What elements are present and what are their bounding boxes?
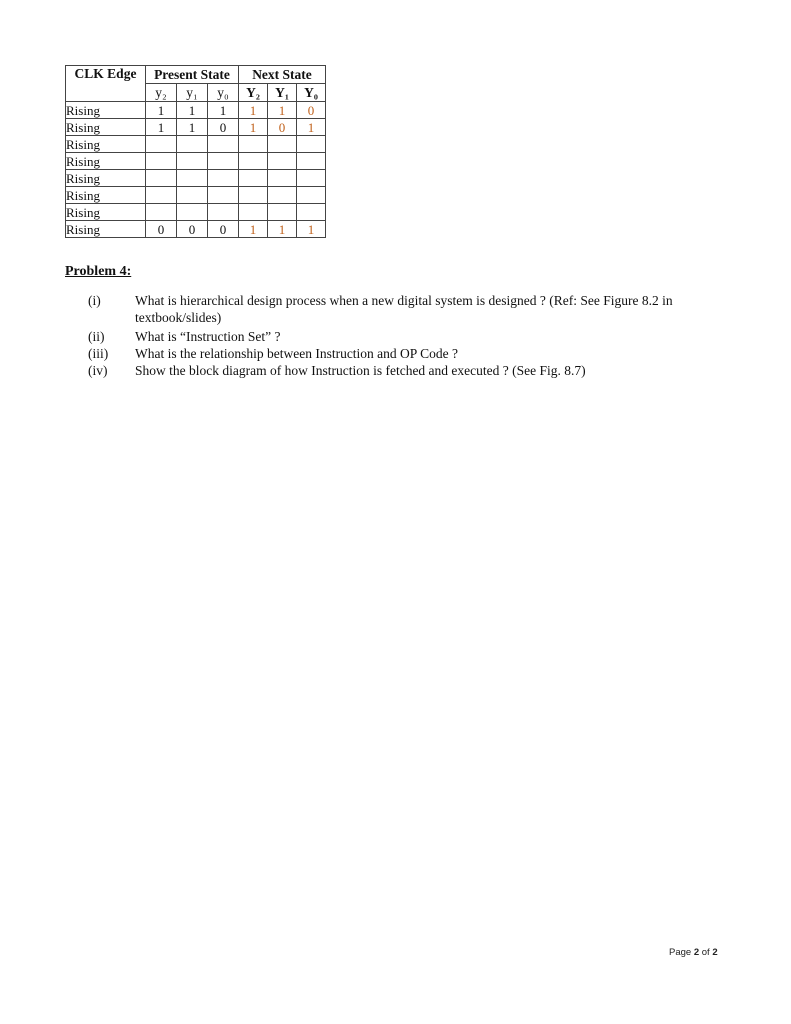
subheader-Y2: Y₂ [239, 84, 268, 102]
page-number: 2 [693, 947, 700, 958]
next-cell [268, 170, 297, 187]
present-cell [208, 153, 239, 170]
table-row [66, 187, 326, 204]
next-cell [268, 153, 297, 170]
of-label: of [701, 947, 710, 958]
present-cell [177, 187, 208, 204]
page-label: Page [669, 947, 692, 958]
edge-cell: Rising [66, 136, 146, 153]
subheader-y2: y₂ [146, 84, 177, 102]
edge-cell: Rising [66, 153, 146, 170]
state-table [65, 65, 326, 238]
next-cell [297, 136, 326, 153]
subheader-Y0: Y₀ [297, 84, 326, 102]
next-cell [239, 204, 268, 221]
present-cell [177, 153, 208, 170]
present-cell [208, 187, 239, 204]
next-cell [268, 136, 297, 153]
next-cell [239, 170, 268, 187]
present-cell [208, 204, 239, 221]
next-cell [297, 153, 326, 170]
present-cell [146, 187, 177, 204]
present-cell [146, 170, 177, 187]
present-cell: 0 [146, 221, 177, 238]
next-cell: 1 [268, 221, 297, 238]
subheader-y1: y₁ [177, 84, 208, 102]
present-cell [146, 153, 177, 170]
edge-cell: Rising [66, 221, 146, 238]
question-text: What is the relationship between Instruction and OP Code ? [135, 346, 459, 361]
next-cell: 1 [297, 119, 326, 136]
present-cell [146, 136, 177, 153]
next-cell: 1 [297, 221, 326, 238]
table-row [66, 102, 326, 119]
present-cell: 0 [208, 119, 239, 136]
present-cell: 0 [177, 221, 208, 238]
header-next-state: Next State [239, 66, 326, 84]
next-cell [268, 187, 297, 204]
next-cell [268, 204, 297, 221]
question-text: Show the block diagram of how Instruction is fetched and executed ? (See Fig. 8.7) [135, 363, 586, 378]
next-cell [297, 170, 326, 187]
table-row [66, 204, 326, 221]
present-cell: 1 [208, 102, 239, 119]
table-row [66, 136, 326, 153]
subheader-y0: y₀ [208, 84, 239, 102]
next-cell: 1 [268, 102, 297, 119]
present-cell: 1 [146, 102, 177, 119]
present-cell [177, 136, 208, 153]
next-cell: 1 [239, 221, 268, 238]
edge-cell: Rising [66, 204, 146, 221]
present-cell: 1 [146, 119, 177, 136]
present-cell: 0 [208, 221, 239, 238]
present-cell [177, 204, 208, 221]
question-number: (i) [88, 293, 101, 308]
next-cell: 1 [239, 119, 268, 136]
page-footer [669, 947, 718, 958]
table-row [66, 170, 326, 187]
question-number: (iv) [88, 363, 108, 378]
edge-cell: Rising [66, 170, 146, 187]
question-text: What is “Instruction Set” ? [135, 329, 281, 344]
question-number: (iii) [88, 346, 109, 361]
question-text: What is hierarchical design process when a new digital system is designed ? (Ref: See Figure 8.2 in textbook/slides) [135, 293, 673, 325]
header-present-state: Present State [146, 66, 239, 84]
next-cell [297, 187, 326, 204]
edge-cell: Rising [66, 187, 146, 204]
header-clk-edge: CLK Edge [66, 66, 146, 102]
table-row [66, 119, 326, 136]
present-cell [208, 136, 239, 153]
present-cell: 1 [177, 102, 208, 119]
problem-title: Problem 4: [65, 264, 132, 279]
next-cell [239, 187, 268, 204]
table-row [66, 221, 326, 238]
page-total: 2 [712, 947, 718, 958]
question-number: (ii) [88, 329, 105, 344]
subheader-Y1: Y₁ [268, 84, 297, 102]
edge-cell: Rising [66, 119, 146, 136]
present-cell [208, 170, 239, 187]
next-cell [297, 204, 326, 221]
table-row [66, 153, 326, 170]
next-cell [239, 153, 268, 170]
next-cell [239, 136, 268, 153]
next-cell: 0 [268, 119, 297, 136]
present-cell [177, 170, 208, 187]
edge-cell: Rising [66, 102, 146, 119]
next-cell: 1 [239, 102, 268, 119]
present-cell: 1 [177, 119, 208, 136]
present-cell [146, 204, 177, 221]
next-cell: 0 [297, 102, 326, 119]
